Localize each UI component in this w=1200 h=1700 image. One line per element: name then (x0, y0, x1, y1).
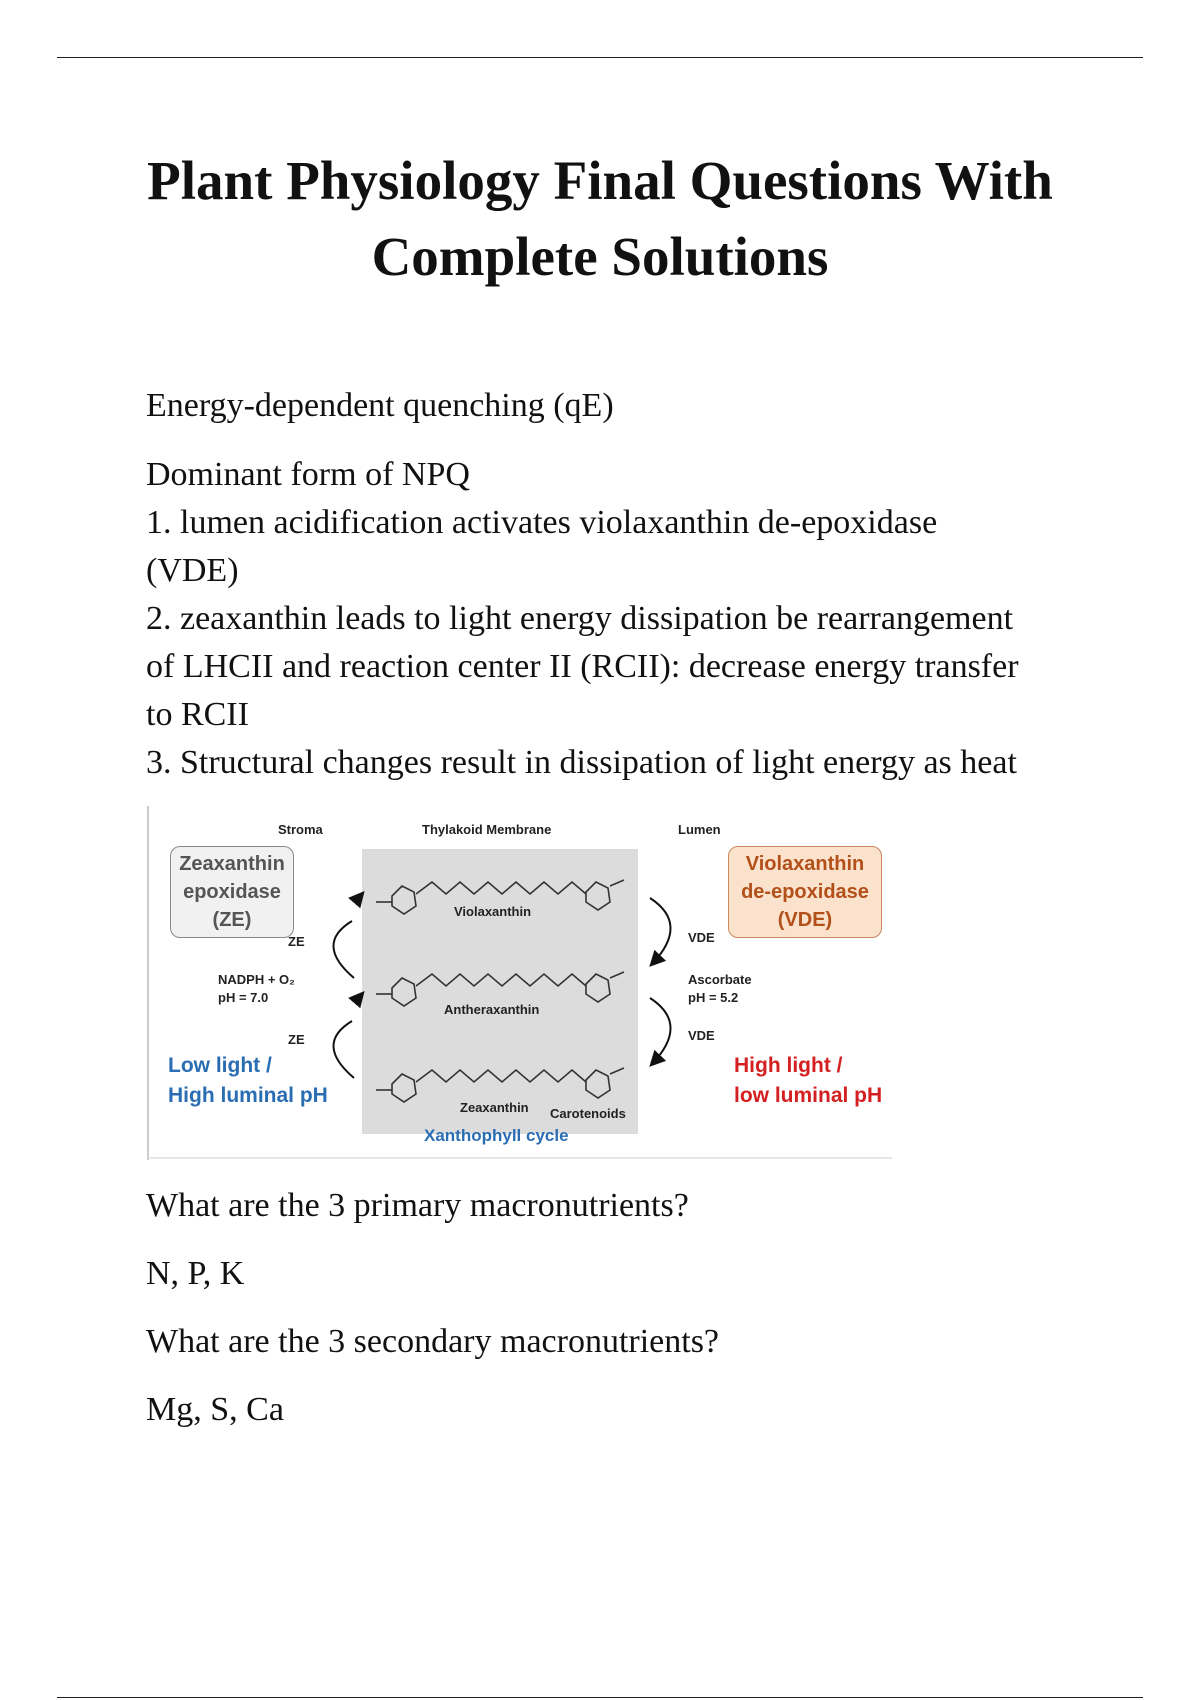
ze-arrow-upper (333, 921, 354, 978)
zeaxanthin-label: Zeaxanthin (460, 1100, 529, 1115)
ascorbate-label: Ascorbate (688, 972, 752, 987)
title-line-1: Plant Physiology Final Questions With (147, 150, 1053, 211)
high-light-line-2: low luminal pH (734, 1084, 883, 1107)
violaxanthin-de-epoxidase-box (728, 846, 882, 938)
low-light-line-2: High luminal pH (168, 1084, 328, 1107)
header-stroma: Stroma (278, 822, 323, 837)
high-light-condition (734, 1051, 882, 1111)
answer-1-line-5: of LHCII and reaction center II (RCII): decrease energy transfer (146, 648, 1019, 685)
xanthophyll-cycle-figure (146, 806, 894, 1160)
answer-3: Mg, S, Ca (146, 1391, 284, 1428)
question-2: What are the 3 primary macronutrients? (146, 1187, 689, 1224)
low-light-line-1: Low light / (168, 1054, 272, 1077)
title-line-2: Complete Solutions (371, 226, 829, 287)
vde-box-line-1: Violaxanthin (745, 853, 865, 875)
header-lumen: Lumen (678, 822, 721, 837)
answer-1-line-1: Dominant form of NPQ (146, 456, 470, 493)
page-title (100, 143, 1100, 295)
xanthophyll-cycle-caption: Xanthophyll cycle (424, 1126, 569, 1145)
antheraxanthin-label: Antheraxanthin (444, 1002, 540, 1017)
ze-label-upper: ZE (288, 934, 305, 949)
zeaxanthin-epoxidase-box (170, 846, 294, 938)
answer-1-line-6: to RCII (146, 696, 249, 733)
ze-box-line-2: epoxidase (183, 881, 281, 903)
question-3: What are the 3 secondary macronutrients? (146, 1323, 720, 1360)
vde-arrow-lower (650, 998, 671, 1064)
ze-label-lower: ZE (288, 1032, 305, 1047)
vde-box-line-3: (VDE) (777, 909, 833, 931)
ze-box-line-3: (ZE) (212, 909, 252, 931)
bottom-rule (57, 1697, 1143, 1698)
ze-arrow-upper-head (356, 894, 362, 901)
ze-box-line-1: Zeaxanthin (179, 853, 285, 875)
ph-5-label: pH = 5.2 (688, 990, 739, 1005)
low-light-condition (168, 1051, 328, 1111)
ph-7-label: pH = 7.0 (218, 990, 269, 1005)
question-1: Energy-dependent quenching (qE) (146, 387, 614, 424)
vde-arrow-upper (650, 898, 671, 964)
answer-1-line-3: (VDE) (146, 552, 239, 589)
answer-2: N, P, K (146, 1255, 245, 1292)
ze-arrow-lower-head (356, 994, 362, 1001)
ze-arrow-lower (333, 1021, 354, 1078)
vde-label-lower: VDE (688, 1028, 715, 1043)
header-thylakoid-membrane: Thylakoid Membrane (422, 822, 552, 837)
high-light-line-1: High light / (734, 1054, 843, 1077)
violaxanthin-label: Violaxanthin (454, 904, 532, 919)
answer-1-line-2: 1. lumen acidification activates violaxanthin de-epoxidase (146, 504, 938, 541)
top-rule (57, 57, 1143, 58)
nadph-label: NADPH + O₂ (218, 972, 295, 987)
vde-box-line-2: de-epoxidase (741, 881, 869, 903)
answer-1 (146, 451, 1019, 787)
carotenoids-label: Carotenoids (550, 1106, 626, 1121)
answer-1-line-4: 2. zeaxanthin leads to light energy dissipation be rearrangement (146, 600, 1014, 637)
vde-label-upper: VDE (688, 930, 715, 945)
answer-1-line-7: 3. Structural changes result in dissipation of light energy as heat (146, 744, 1017, 781)
